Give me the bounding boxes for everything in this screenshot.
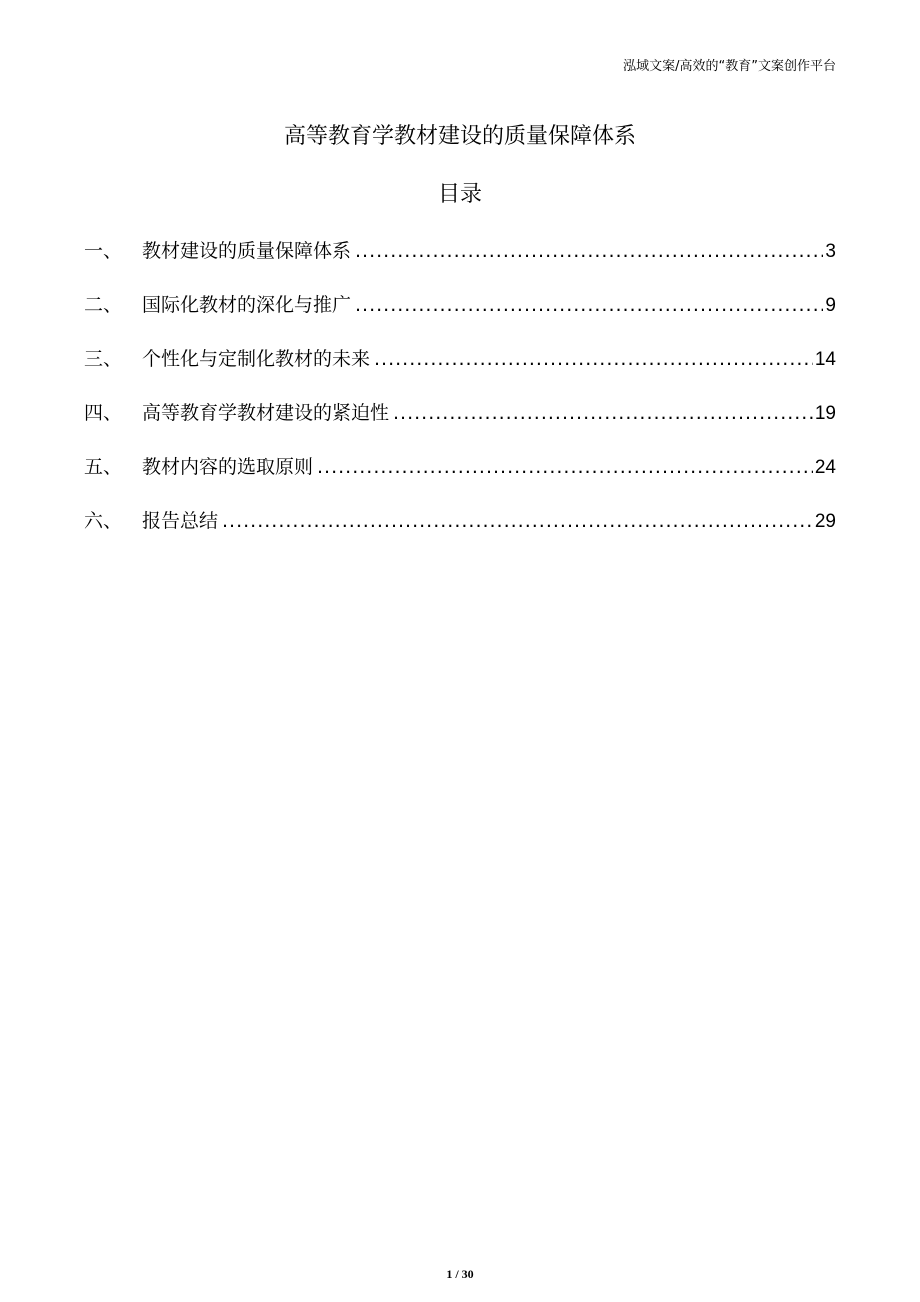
toc-dot-leader <box>355 232 823 270</box>
toc-entry-number: 一、 <box>84 240 123 262</box>
toc-heading: 目录 <box>437 182 482 207</box>
toc-entry[interactable] <box>84 502 836 556</box>
toc-entry-number: 四、 <box>84 402 123 424</box>
toc-entry-page: 3 <box>825 241 836 262</box>
toc-entry-page: 24 <box>814 457 836 478</box>
toc-entry-number: 五、 <box>84 456 123 478</box>
toc-entry-title: 个性化与定制化教材的未来 <box>142 348 371 370</box>
document-title: 高等教育学教材建设的质量保障体系 <box>283 124 636 149</box>
toc-entry-number: 二、 <box>84 294 123 316</box>
toc-dot-leader <box>393 394 813 432</box>
toc-entry-number: 三、 <box>84 348 123 370</box>
toc-dot-leader <box>317 448 813 486</box>
toc-entry-page: 14 <box>814 349 836 370</box>
toc-entry-page: 29 <box>814 511 836 532</box>
page-header: 泓域文案/高效的“教育”文案创作平台 <box>623 59 836 74</box>
toc-dot-leader <box>355 286 823 324</box>
toc-entry-number: 六、 <box>84 510 123 532</box>
toc-entry-title: 高等教育学教材建设的紧迫性 <box>142 402 390 424</box>
toc-dot-leader <box>222 502 813 540</box>
toc-entry-title: 教材内容的选取原则 <box>142 456 314 478</box>
page-number-footer: 1 / 30 <box>446 1267 474 1281</box>
toc-entry[interactable] <box>84 286 836 340</box>
toc-entry-title: 教材建设的质量保障体系 <box>142 240 352 262</box>
toc-entry-title: 报告总结 <box>142 510 219 532</box>
toc-entry[interactable] <box>84 232 836 286</box>
toc-entry-page: 9 <box>825 295 836 316</box>
toc-entry[interactable] <box>84 448 836 502</box>
toc-entry[interactable] <box>84 340 836 394</box>
toc-dot-leader <box>374 340 813 378</box>
table-of-contents <box>84 232 836 556</box>
toc-entry-title: 国际化教材的深化与推广 <box>142 294 352 316</box>
toc-entry[interactable] <box>84 394 836 448</box>
toc-entry-page: 19 <box>814 403 836 424</box>
